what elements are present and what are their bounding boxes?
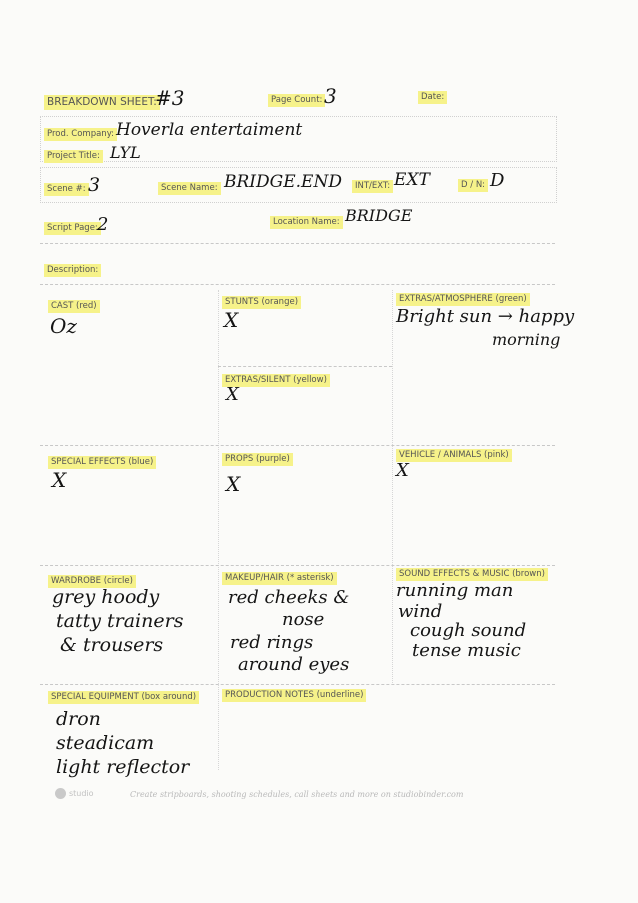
page-count-value: 3	[324, 84, 337, 108]
breakdown-sheet-value: #3	[155, 86, 185, 110]
row-divider	[218, 366, 392, 367]
production-notes-label: PRODUCTION NOTES (underline)	[222, 689, 366, 702]
day-night-value: D	[490, 170, 505, 191]
sound-music-line: tense music	[412, 640, 521, 661]
sound-music-line: wind	[398, 601, 443, 622]
prod-company-value: Hoverla entertaiment	[116, 120, 303, 140]
project-title-label: Project Title:	[44, 150, 103, 163]
column-divider	[392, 290, 393, 685]
column-divider	[218, 290, 219, 770]
script-page-label: Script Page:	[44, 222, 101, 235]
prod-company-label: Prod. Company:	[44, 128, 117, 141]
makeup-hair-line: nose	[282, 609, 325, 630]
row-divider	[40, 565, 555, 566]
cast-label: CAST (red)	[48, 300, 100, 313]
extras-silent-label: EXTRAS/SILENT (yellow)	[222, 374, 330, 387]
scene-name-label: Scene Name:	[158, 182, 221, 195]
wardrobe-line: grey hoody	[52, 586, 160, 608]
props-line: X	[226, 472, 241, 496]
project-title-value: LYL	[110, 143, 141, 162]
scene-number-value: 3	[88, 174, 101, 196]
vehicle-animals-line: X	[396, 460, 409, 481]
special-effects-line: X	[52, 468, 67, 492]
makeup-hair-line: red rings	[230, 632, 314, 653]
special-equipment-line: dron	[56, 708, 101, 730]
studiobinder-logo-icon	[55, 788, 66, 799]
sound-music-line: running man	[396, 580, 514, 601]
makeup-hair-line: around eyes	[238, 654, 350, 675]
page-count-label: Page Count:	[268, 94, 325, 107]
extras-atmosphere-line: morning	[492, 330, 561, 349]
row-divider	[40, 684, 555, 685]
day-night-label: D / N:	[458, 179, 488, 192]
scene-name-value: BRIDGE.END	[224, 172, 342, 192]
stunts-line: X	[224, 308, 239, 332]
cast-line: Oz	[50, 314, 77, 338]
special-effects-label: SPECIAL EFFECTS (blue)	[48, 456, 156, 469]
props-label: PROPS (purple)	[222, 453, 293, 466]
vehicle-animals-label: VEHICLE / ANIMALS (pink)	[396, 449, 512, 462]
int-ext-label: INT/EXT:	[352, 180, 393, 193]
breakdown-sheet-label: BREAKDOWN SHEET:	[44, 95, 160, 110]
extras-silent-line: X	[226, 384, 239, 405]
stunts-label: STUNTS (orange)	[222, 296, 301, 309]
location-name-value: BRIDGE	[345, 206, 413, 225]
special-equipment-label: SPECIAL EQUIPMENT (box around)	[48, 691, 199, 704]
scene-number-label: Scene #:	[44, 183, 89, 196]
logo-text: studio	[69, 789, 94, 798]
special-equipment-line: light reflector	[56, 756, 190, 778]
script-page-value: 2	[97, 214, 109, 235]
studiobinder-logo	[55, 788, 94, 799]
date-label: Date:	[418, 91, 447, 104]
footer-tagline: Create stripboards, shooting schedules, call sheets and more on studiobinder.com	[130, 790, 464, 799]
wardrobe-line: & trousers	[60, 634, 164, 656]
sound-music-line: cough sound	[410, 620, 527, 641]
wardrobe-label: WARDROBE (circle)	[48, 575, 136, 588]
int-ext-value: EXT	[394, 170, 430, 190]
sound-music-label: SOUND EFFECTS & MUSIC (brown)	[396, 568, 548, 581]
makeup-hair-line: red cheeks &	[228, 587, 350, 608]
extras-atmosphere-line: Bright sun → happy	[396, 306, 575, 327]
wardrobe-line: tatty trainers	[56, 610, 184, 632]
makeup-hair-label: MAKEUP/HAIR (* asterisk)	[222, 572, 337, 585]
divider	[40, 243, 555, 244]
extras-atmosphere-label: EXTRAS/ATMOSPHERE (green)	[396, 293, 530, 306]
special-equipment-line: steadicam	[56, 732, 155, 754]
divider	[40, 284, 555, 285]
row-divider	[40, 445, 555, 446]
description-label: Description:	[44, 264, 101, 277]
location-name-label: Location Name:	[270, 216, 343, 229]
